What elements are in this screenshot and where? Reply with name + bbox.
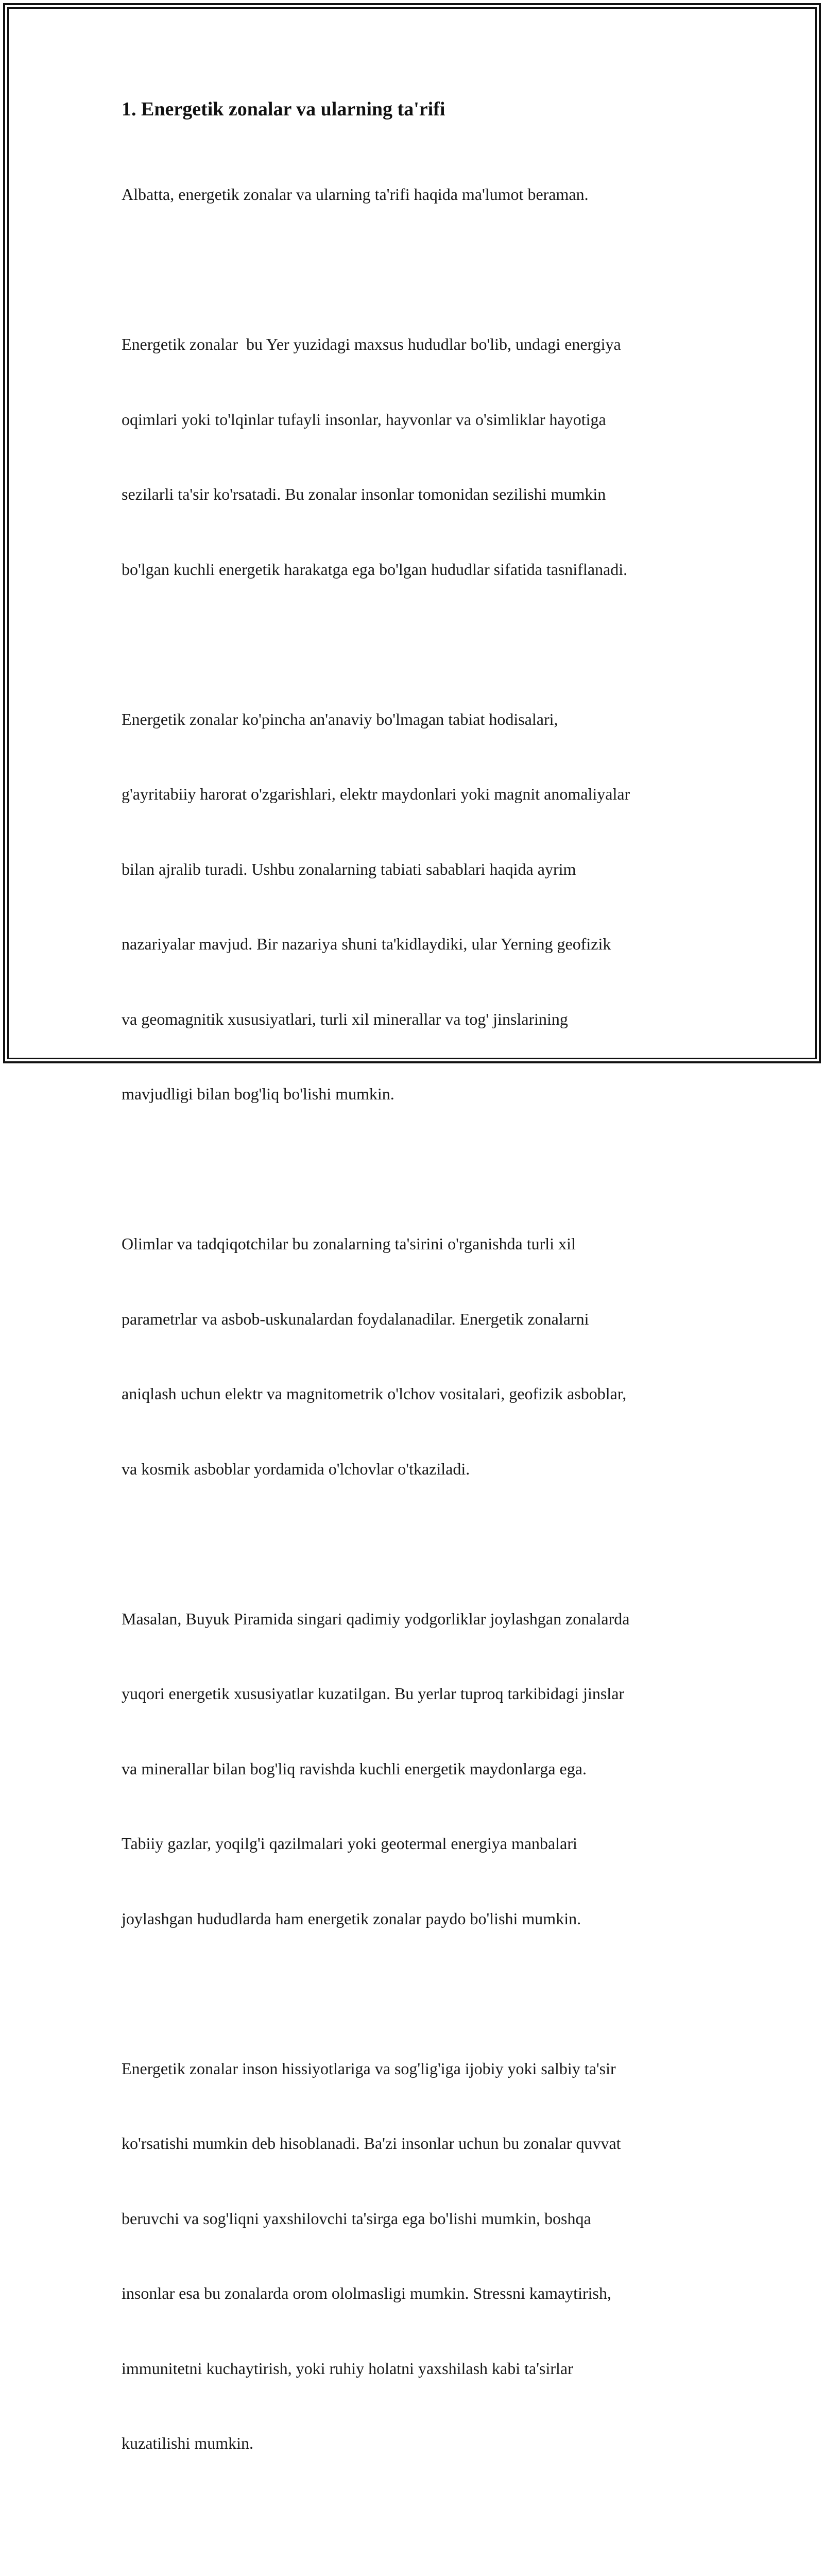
paragraph-line: oqimlari yoki to'lqinlar tufayli insonlar, hayvonlar va o'simliklar hayotiga [122, 410, 606, 429]
paragraph-line: va kosmik asboblar yordamida o'lchovlar o'tkaziladi. [122, 1459, 470, 1478]
paragraph-characteristics [122, 657, 709, 1157]
paragraph-effects [122, 2006, 709, 2506]
paragraph-line: va minerallar bilan bog'liq ravishda kuchli energetik maydonlarga ega. [122, 1759, 587, 1778]
paragraph-line: yuqori energetik xususiyatlar kuzatilgan. Bu yerlar tuproq tarkibidagi jinslar [122, 1684, 625, 1703]
paragraph-line: immunitetni kuchaytirish, yoki ruhiy holatni yaxshilash kabi ta'sirlar [122, 2359, 573, 2378]
paragraph-line: ko'rsatishi mumkin deb hisoblanadi. Ba'zi insonlar uchun bu zonalar quvvat [122, 2134, 621, 2153]
paragraph-line: Albatta, energetik zonalar va ularning ta'rifi haqida ma'lumot beraman. [122, 185, 589, 204]
paragraph-line: insonlar esa bu zonalarda orom ololmasligi mumkin. Stressni kamaytirish, [122, 2284, 611, 2302]
paragraph-line: bilan ajralib turadi. Ushbu zonalarning tabiati sabablari haqida ayrim [122, 859, 576, 878]
paragraph-line: g'ayritabiiy harorat o'zgarishlari, elektr maydonlari yoki magnit anomaliyalar [122, 785, 630, 803]
paragraph-line: joylashgan hududlarda ham energetik zonalar paydo bo'lishi mumkin. [122, 1909, 581, 1928]
paragraph-line: Energetik zonalar inson hissiyotlariga va sog'lig'iga ijobiy yoki salbiy ta'sir [122, 2059, 616, 2078]
paragraph-line: sezilarli ta'sir ko'rsatadi. Bu zonalar insonlar tomonidan sezilishi mumkin [122, 485, 606, 503]
paragraph-line: Masalan, Buyuk Piramida singari qadimiy yodgorliklar joylashgan zonalarda [122, 1609, 630, 1628]
paragraph-line: kuzatilishi mumkin. [122, 2434, 253, 2452]
paragraph-line: parametrlar va asbob-uskunalardan foydalanadilar. Energetik zonalarni [122, 1309, 589, 1328]
paragraph-line: bo'lgan kuchli energetik harakatga ega bo'lgan hududlar sifatida tasniflanadi. [122, 560, 628, 579]
paragraph-definition [122, 282, 709, 632]
paragraph-line: va geomagnitik xususiyatlari, turli xil minerallar va tog' jinslarining [122, 1009, 568, 1028]
paragraph-line: Olimlar va tadqiqotchilar bu zonalarning ta'sirini o'rganishda turli xil [122, 1234, 576, 1253]
paragraph-intro [122, 132, 709, 257]
paragraph-line: Tabiiy gazlar, yoqilg'i qazilmalari yoki geotermal energiya manbalari [122, 1834, 577, 1853]
document-body [122, 96, 709, 2576]
paragraph-line: mavjudligi bilan bog'liq bo'lishi mumkin. [122, 1084, 394, 1103]
paragraph-line: Energetik zonalar ko'pincha an'anaviy bo'lmagan tabiat hodisalari, [122, 709, 558, 728]
paragraph-line: beruvchi va sog'liqni yaxshilovchi ta'sirga ega bo'lishi mumkin, boshqa [122, 2209, 591, 2228]
paragraph-line: Energetik zonalar bu Yer yuzidagi maxsus hududlar bo'lib, undagi energiya [122, 335, 621, 353]
paragraph-line: aniqlash uchun elektr va magnitometrik o'lchov vositalari, geofizik asboblar, [122, 1384, 627, 1403]
paragraph-western [122, 2531, 709, 2576]
paragraph-examples [122, 1556, 709, 1981]
page-title: 1. Energetik zonalar va ularning ta'rifi [122, 98, 445, 120]
paragraph-line: nazariyalar mavjud. Bir nazariya shuni ta'kidlaydiki, ular Yerning geofizik [122, 935, 611, 953]
paragraph-research [122, 1181, 709, 1531]
